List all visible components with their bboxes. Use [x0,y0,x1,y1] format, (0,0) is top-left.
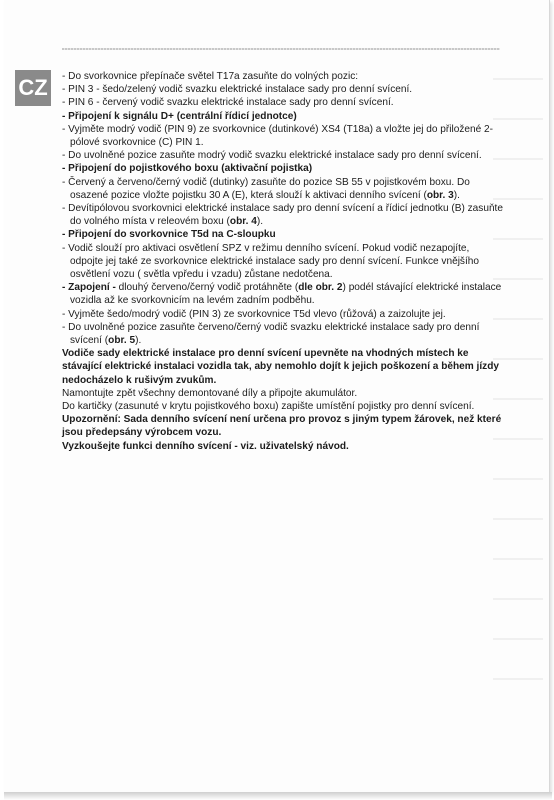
figure-reference: obr. 4 [229,216,257,228]
document-page [4,0,550,792]
step-text: ). [453,189,460,201]
step-label: - Zapojení - [62,282,119,294]
test-instruction: Vyzkoušejte funkci denního svícení - viz. uživatelský návod. [62,440,349,452]
instructions-body [62,70,504,453]
section-heading-t5d: - Připojení do svorkovnice T5d na C-sloupku [62,229,276,241]
header-rule [62,48,500,50]
mounting-warning: Vodiče sady elektrické instalace pro denní svícení upevněte na vhodných místech ke stávající elektrické instalaci vozidla tak, aby nemohlo dojít k jejich poškození a během jízdy nedocházelo k rušivým zvukům. [62,348,499,386]
t5d-step: - Vyjměte šedo/modrý vodič (PIN 3) ze svorkovnice T5d vlevo (růžová) a zaizolujte jej. [62,308,446,320]
intro-line: - PIN 3 - šedo/zelený vodič svazku elektrické instalace sady pro denní svícení. [62,84,413,96]
language-tab: CZ [15,70,51,106]
fusebox-step [62,202,504,228]
section-heading-fusebox: - Připojení do pojistkového boxu (aktivační pojistka) [62,163,313,175]
figure-reference: obr. 3 [426,189,454,201]
d-plus-step: - Do uvolněné pozice zasuňte modrý vodič svazku elektrické instalace sady pro denní svícení. [62,150,482,162]
step-text: ) podél stávající elektrické instalace vozidla až ke svorkovnicím na levém zadním podběhu. [70,282,502,307]
page-edge-shadow [4,792,552,800]
step-text: - Devítipólovou svorkovnici elektrické instalace sady pro denní svícení a řídicí jednotku (B) zasuňte do volného místa v releovém boxu ( [62,203,503,228]
step-text: dlouhý červeno/černý vodič protáhněte ( [118,282,299,294]
step-text: - Do uvolněné pozice zasuňte červeno/černý vodič svazku elektrické instalace sady pro denní svícení ( [62,321,480,347]
finish-line: Namontujte zpět všechny demontované díly a připojte akumulátor. [62,387,358,399]
notice-paragraph: Upozornění: Sada denního svícení není určena pro provoz s jiným typem žárovek, než které jsou předepsány výrobcem vozu. [62,414,502,439]
step-text: - Červený a červeno/černý vodič (dutinky) zasuňte do pozice SB 55 v pojistkovém boxu. Do osazené pozice vložte pojistku 30 A (E), která slouží k aktivaci denního svícení ( [62,176,470,201]
intro-line: - PIN 6 - červený vodič svazku elektrické instalace sady pro denní svícení. [62,97,394,109]
t5d-step: - Vodič slouží pro aktivaci osvětlení SPZ v režimu denního svícení. Pokud vodič nezapojíte, odpojte jej také ze svorkovnice elektrické instalace sady pro denní svícení. Funkce vnějšího osvětlení vozu ( světla vpředu i vzadu) zůstane nedotčena. [62,242,480,281]
section-heading-d-plus: - Připojení k signálu D+ (centrální řídicí jednotce) [62,110,297,122]
t5d-step [62,281,504,307]
step-text: ). [256,216,264,228]
finish-line: Do kartičky (zasunuté v krytu pojistkového boxu) zapište umístění pojistky pro denní svícení. [62,401,475,413]
t5d-step [62,321,504,347]
figure-reference: dle obr. 2 [298,282,343,294]
step-text: ). [135,335,142,347]
intro-line: - Do svorkovnice přepínače světel T17a zasuňte do volných pozic: [62,71,359,82]
d-plus-step: - Vyjměte modrý vodič (PIN 9) ze svorkovnice (dutinkové) XS4 (T18a) a vložte jej do přiložené 2-pólové svorkovnice (C) PIN 1. [62,123,494,149]
figure-reference: obr. 5 [108,335,136,347]
fusebox-step [62,176,504,202]
